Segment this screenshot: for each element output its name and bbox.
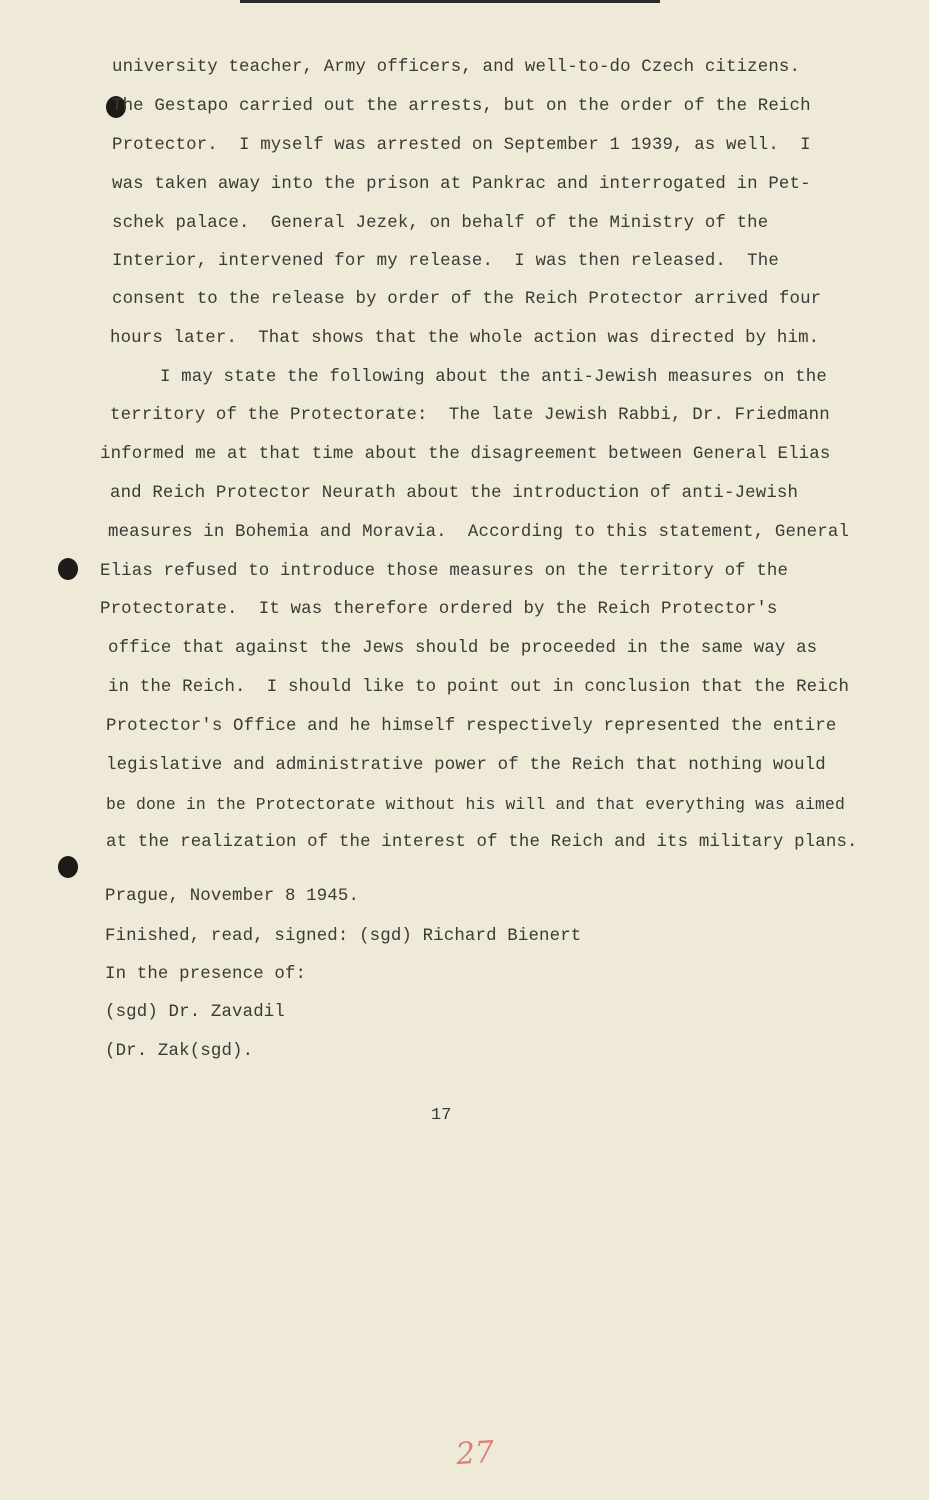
punch-hole: [58, 558, 78, 580]
signature-line: Finished, read, signed: (sgd) Richard Bienert: [105, 927, 582, 946]
page-number: 17: [431, 1106, 452, 1125]
text-line: I may state the following about the anti-Jewish measures on the: [160, 368, 827, 387]
text-line: university teacher, Army officers, and well-to-do Czech citizens.: [112, 58, 801, 77]
text-line: Protector's Office and he himself respectively represented the entire: [106, 717, 837, 736]
handwritten-page-number: 27: [454, 1434, 496, 1473]
text-line: and Reich Protector Neurath about the introduction of anti-Jewish: [110, 484, 799, 503]
witness-line: (Dr. Zak(sgd).: [105, 1042, 254, 1061]
text-line: legislative and administrative power of the Reich that nothing would: [106, 756, 826, 775]
text-line: be done in the Protectorate without his will and that everything was aimed: [106, 795, 845, 814]
text-line: consent to the release by order of the Reich Protector arrived four: [112, 290, 822, 309]
text-line: in the Reich. I should like to point out in conclusion that the Reich: [108, 678, 850, 697]
witness-line: (sgd) Dr. Zavadil: [105, 1003, 285, 1022]
text-line: The Gestapo carried out the arrests, but on the order of the Reich: [112, 97, 811, 116]
text-line: at the realization of the interest of the Reich and its military plans.: [106, 833, 858, 852]
text-line: was taken away into the prison at Pankrac and interrogated in Pet-: [112, 175, 811, 194]
text-line: informed me at that time about the disagreement between General Elias: [100, 445, 831, 464]
text-line: territory of the Protectorate: The late Jewish Rabbi, Dr. Friedmann: [110, 406, 830, 425]
text-line: Interior, intervened for my release. I was then released. The: [112, 252, 779, 271]
text-line: hours later. That shows that the whole action was directed by him.: [110, 329, 820, 348]
text-line: measures in Bohemia and Moravia. According to this statement, General: [108, 523, 850, 542]
text-line: office that against the Jews should be proceeded in the same way as: [108, 639, 818, 658]
witness-heading: In the presence of:: [105, 965, 307, 984]
text-line: Protectorate. It was therefore ordered by the Reich Protector's: [100, 600, 778, 619]
text-line: schek palace. General Jezek, on behalf of the Ministry of the: [112, 214, 769, 233]
punch-hole: [58, 856, 78, 878]
text-line: Protector. I myself was arrested on September 1 1939, as well. I: [112, 136, 811, 155]
place-date: Prague, November 8 1945.: [105, 887, 360, 906]
scan-edge: [240, 0, 660, 3]
text-line: Elias refused to introduce those measures on the territory of the: [100, 562, 789, 581]
